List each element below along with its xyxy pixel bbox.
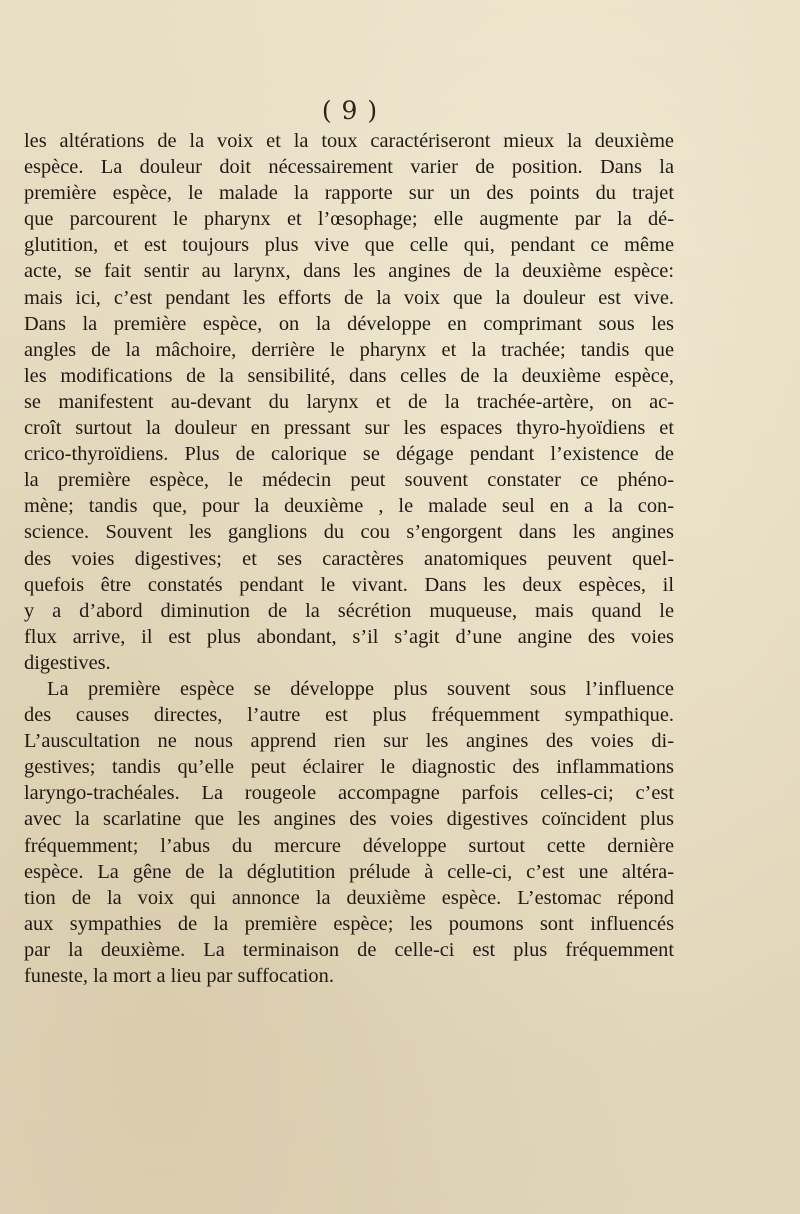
text-line: avec la scarlatine que les angines des voies digestives coïncident plus bbox=[24, 808, 674, 831]
text-line: espèce. La gêne de la déglutition prélude à celle-ci, c’est une altéra- bbox=[24, 860, 674, 883]
text-line: mène; tandis que, pour la deuxième , le malade seul en a la con- bbox=[24, 495, 674, 518]
text-line: première espèce, le malade la rapporte sur un des points du trajet bbox=[24, 182, 674, 205]
text-line: aux sympathies de la première espèce; les poumons sont influencés bbox=[24, 912, 674, 935]
text-line: gestives; tandis qu’elle peut éclairer le diagnostic des inflammations bbox=[24, 756, 674, 779]
text-line: acte, se fait sentir au larynx, dans les angines de la deuxième espèce: bbox=[24, 260, 674, 283]
text-line: fréquemment; l’abus du mercure développe surtout cette dernière bbox=[24, 834, 674, 857]
text-line: flux arrive, il est plus abondant, s’il s’agit d’une angine des voies bbox=[24, 625, 674, 648]
text-line: science. Souvent les ganglions du cou s’engorgent dans les angines bbox=[24, 521, 674, 544]
text-line: L’auscultation ne nous apprend rien sur les angines des voies di- bbox=[24, 730, 674, 753]
text-line: y a d’abord diminution de la sécrétion muqueuse, mais quand le bbox=[24, 599, 674, 622]
text-line: tion de la voix qui annonce la deuxième espèce. L’estomac répond bbox=[24, 886, 674, 909]
text-line: glutition, et est toujours plus vive que celle qui, pendant ce même bbox=[24, 234, 674, 257]
text-line: funeste, la mort a lieu par suffocation. bbox=[24, 965, 334, 987]
text-line: mais ici, c’est pendant les efforts de la voix que la douleur est vive. bbox=[24, 286, 674, 309]
text-line: espèce. La douleur doit nécessairement varier de position. Dans la bbox=[24, 156, 674, 179]
text-line: digestives. bbox=[24, 651, 111, 674]
text-line: La première espèce se développe plus souvent sous l’influence bbox=[47, 677, 674, 700]
text-line: se manifestent au-devant du larynx et de la trachée-artère, on ac- bbox=[24, 390, 674, 413]
text-line: que parcourent le pharynx et l’œsophage; elle augmente par la dé- bbox=[24, 208, 674, 231]
text-line: quefois être constatés pendant le vivant. Dans les deux espèces, il bbox=[24, 573, 674, 596]
text-line: Dans la première espèce, on la développe en comprimant sous les bbox=[24, 312, 674, 335]
page-number: ( 9 ) bbox=[321, 96, 379, 125]
text-line: angles de la mâchoire, derrière le pharynx et la trachée; tandis que bbox=[24, 338, 674, 361]
text-line: des causes directes, l’autre est plus fréquemment sympathique. bbox=[24, 704, 674, 727]
body-text bbox=[24, 128, 674, 989]
text-line: croît surtout la douleur en pressant sur les espaces thyro-hyoïdiens et bbox=[24, 417, 674, 440]
text-line: par la deuxième. La terminaison de celle-ci est plus fréquemment bbox=[24, 938, 674, 961]
text-line: crico-thyroïdiens. Plus de calorique se dégage pendant l’existence de bbox=[24, 443, 674, 466]
text-line: les modifications de la sensibilité, dans celles de la deuxième espèce, bbox=[24, 364, 674, 387]
text-line: les altérations de la voix et la toux caractériseront mieux la deuxième bbox=[24, 130, 674, 152]
text-line: la première espèce, le médecin peut souvent constater ce phéno- bbox=[24, 469, 674, 492]
paragraph-1 bbox=[24, 128, 674, 676]
text-line: laryngo-trachéales. La rougeole accompagne parfois celles-ci; c’est bbox=[24, 782, 674, 805]
text-line: des voies digestives; et ses caractères anatomiques peuvent quel- bbox=[24, 547, 674, 570]
paragraph-2 bbox=[24, 676, 674, 989]
